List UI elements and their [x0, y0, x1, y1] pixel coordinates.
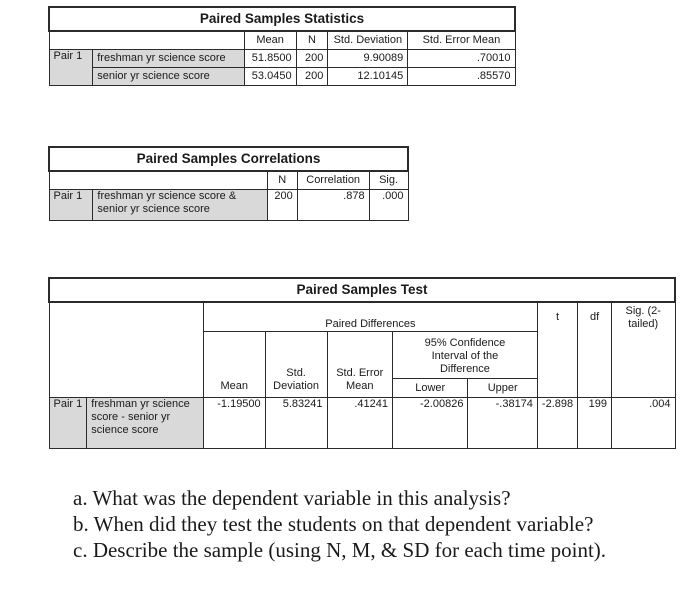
question-b: b. When did they test the students on that dependent variable?: [73, 512, 594, 536]
test-header-sd: Std. Deviation: [265, 332, 327, 398]
corr-n: 200: [267, 190, 297, 221]
test-se: .41241: [327, 398, 392, 449]
test-lower: -2.00826: [392, 398, 467, 449]
stats-mean: 51.8500: [244, 50, 296, 68]
question-list: [73, 485, 693, 563]
stats-header-se: Std. Error Mean: [408, 31, 515, 50]
stats-n: 200: [296, 68, 328, 86]
table-row: [49, 50, 515, 68]
stats-title: Paired Samples Statistics: [49, 7, 515, 31]
test-df: 199: [578, 398, 612, 449]
stats-pair-label: Pair 1: [49, 50, 93, 86]
corr-correlation: .878: [297, 190, 369, 221]
corr-header-sig: Sig.: [369, 171, 408, 190]
paired-samples-correlations-table: [48, 146, 409, 221]
stats-se: .85570: [408, 68, 515, 86]
test-header-df: df: [578, 302, 612, 398]
test-header-lower: Lower: [392, 379, 467, 398]
test-header-upper: Upper: [468, 379, 537, 398]
test-upper: -.38174: [468, 398, 537, 449]
stats-header-sd: Std. Deviation: [328, 31, 408, 50]
corr-header-correlation: Correlation: [297, 171, 369, 190]
stats-sd: 9.90089: [328, 50, 408, 68]
table-row: [49, 68, 515, 86]
stats-variable: senior yr science score: [93, 68, 244, 86]
corr-variable: freshman yr science score & senior yr science score: [93, 190, 267, 221]
test-mean: -1.19500: [203, 398, 265, 449]
table-row: [49, 398, 675, 449]
stats-sd: 12.10145: [328, 68, 408, 86]
test-header-blank: [49, 302, 203, 398]
table-row: [49, 190, 408, 221]
test-pair-label: Pair 1: [49, 398, 87, 449]
corr-title: Paired Samples Correlations: [49, 147, 408, 171]
test-t: -2.898: [537, 398, 577, 449]
stats-n: 200: [296, 50, 328, 68]
test-sig: .004: [611, 398, 675, 449]
test-header-paired-differences: Paired Differences: [203, 302, 537, 332]
paired-samples-test-table: [48, 277, 676, 449]
question-c: c. Describe the sample (using N, M, & SD for each time point).: [73, 538, 607, 562]
stats-header-blank: [49, 31, 244, 50]
stats-se: .70010: [408, 50, 515, 68]
stats-header-mean: Mean: [244, 31, 296, 50]
test-header-ci: 95% Confidence Interval of the Difference: [392, 332, 537, 379]
stats-mean: 53.0450: [244, 68, 296, 86]
corr-header-n: N: [267, 171, 297, 190]
test-title: Paired Samples Test: [49, 278, 675, 302]
corr-header-blank: [49, 171, 267, 190]
corr-pair-label: Pair 1: [49, 190, 93, 221]
test-header-mean: Mean: [203, 332, 265, 398]
test-variable: freshman yr science score - senior yr science score: [87, 398, 204, 449]
test-header-sig: Sig. (2-tailed): [611, 302, 675, 398]
corr-sig: .000: [369, 190, 408, 221]
paired-samples-statistics-table: [48, 6, 516, 86]
question-a: a. What was the dependent variable in this analysis?: [73, 486, 511, 510]
test-header-se: Std. Error Mean: [327, 332, 392, 398]
stats-variable: freshman yr science score: [93, 50, 244, 68]
test-header-t: t: [537, 302, 577, 398]
test-sd: 5.83241: [265, 398, 327, 449]
stats-header-n: N: [296, 31, 328, 50]
